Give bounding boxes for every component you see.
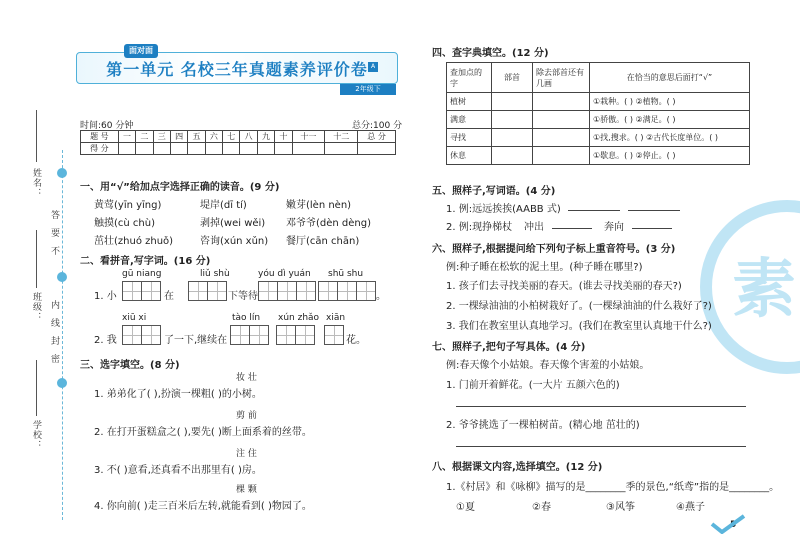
score-head: 十二	[325, 131, 358, 143]
writing-cells[interactable]	[258, 281, 316, 301]
char-pair: 妆 壮	[236, 373, 257, 383]
answer-line[interactable]	[456, 446, 746, 447]
dict-input[interactable]	[533, 111, 590, 129]
class-field[interactable]	[36, 230, 37, 288]
cut-line	[62, 150, 63, 520]
q1-item[interactable]: 餐厅(cān chān)	[286, 236, 360, 247]
score-cell[interactable]	[240, 143, 257, 155]
q5-line: 1. 例:远远挨挨(AABB 式)	[446, 204, 561, 215]
score-head: 三	[153, 131, 170, 143]
score-cell[interactable]	[205, 143, 222, 155]
answer-blank[interactable]	[552, 228, 592, 229]
q1-item[interactable]: 堤岸(dī tí)	[200, 200, 247, 211]
q8-option[interactable]: ①夏	[456, 502, 475, 513]
pinyin: liǔ shù	[200, 269, 230, 279]
table-row	[447, 63, 750, 93]
dict-meaning[interactable]: ①歇息。( ) ②停止。( )	[590, 147, 750, 165]
pinyin: yóu dì yuán	[258, 269, 311, 279]
dict-meaning[interactable]: ①找,搜求。( ) ②古代长度单位。( )	[590, 129, 750, 147]
char-pair: 注 住	[236, 449, 257, 459]
q8-option[interactable]: ④燕子	[676, 502, 705, 513]
punch-hole	[57, 168, 67, 178]
answer-blank[interactable]	[628, 210, 680, 211]
level-badge: A	[368, 62, 378, 72]
score-head: 十一	[292, 131, 325, 143]
name-label: 姓名：	[31, 168, 41, 198]
dict-input[interactable]	[533, 129, 590, 147]
char-pair: 剪 前	[236, 411, 257, 421]
pinyin: xiān	[326, 313, 346, 323]
q7-item: 1. 门前开着鲜花。(一大片 五颜六色的)	[446, 380, 620, 391]
q7-example: 例:春天像个小姑娘。春天像个害羞的小姑娘。	[446, 360, 650, 371]
page-title: 第一单元 名校三年真题素养评价卷	[106, 60, 368, 79]
dict-meaning[interactable]: ①栽种。( ) ②植物。( )	[590, 93, 750, 111]
dict-head: 部首	[492, 63, 533, 93]
punch-hole	[57, 378, 67, 388]
stamp-glyph: 素	[732, 253, 796, 327]
brand-logo: 面对面	[124, 44, 158, 58]
q4-title: 四、查字典填空。(12 分)	[432, 48, 549, 59]
table-row	[447, 111, 750, 129]
score-head: 总 分	[358, 131, 396, 143]
dict-meaning[interactable]: ①骄傲。( ) ②满足。( )	[590, 111, 750, 129]
seal-word: 内	[49, 300, 59, 310]
answer-blank[interactable]	[568, 210, 620, 211]
watermark-stamp	[700, 200, 800, 374]
pinyin: xún zhǎo	[278, 313, 320, 323]
q2-title: 二、看拼音,写字词。(16 分)	[80, 256, 211, 267]
q1-item[interactable]: 茁壮(zhuó zhuǒ)	[94, 236, 174, 247]
punch-hole	[57, 272, 67, 282]
score-cell[interactable]	[292, 143, 325, 155]
dict-input[interactable]	[492, 129, 533, 147]
score-cell[interactable]	[136, 143, 153, 155]
school-label: 学校：	[31, 420, 41, 450]
q6-title: 六、照样子,根据提问给下列句子标上重音符号。(3 分)	[432, 244, 676, 255]
dict-head: 除去部首还有几画	[533, 63, 590, 93]
class-label: 班级：	[31, 292, 41, 322]
table-row	[81, 143, 396, 155]
q6-example: 例:种子睡在松软的泥土里。(种子睡在哪里?)	[446, 262, 643, 273]
q2-text: 花。	[346, 335, 366, 346]
q6-item[interactable]: 1. 孩子们去寻找美丽的春天。(谁去寻找美丽的春天?)	[446, 281, 682, 292]
dict-word: 植树	[447, 93, 492, 111]
score-head: 题 号	[81, 131, 119, 143]
writing-cells[interactable]	[324, 325, 344, 345]
score-head: 四	[170, 131, 187, 143]
q2-text: 了一下,继续在	[164, 335, 228, 346]
q7-title: 七、照样子,把句子写具体。(4 分)	[432, 342, 586, 353]
char-pair: 棵 颗	[236, 485, 257, 495]
writing-cells[interactable]	[122, 281, 161, 301]
q1-title: 一、用“√”给加点字选择正确的读音。(9 分)	[80, 182, 280, 193]
q8-option[interactable]: ②春	[532, 502, 551, 513]
seal-word: 密	[49, 354, 59, 364]
dict-head: 在恰当的意思后面打“√”	[590, 63, 750, 93]
score-cell[interactable]	[223, 143, 240, 155]
page-number: 5	[730, 520, 737, 530]
dict-input[interactable]	[533, 147, 590, 165]
score-cell[interactable]	[118, 143, 135, 155]
q1-item[interactable]: 黄莺(yīn yīng)	[94, 200, 162, 211]
writing-cells[interactable]	[318, 281, 376, 301]
seal-word: 封	[49, 336, 59, 346]
binding-strip	[0, 0, 72, 556]
writing-cells[interactable]	[122, 325, 161, 345]
dict-head: 查加点的字	[447, 63, 492, 93]
score-head: 九	[257, 131, 274, 143]
q2-text: 在	[164, 291, 174, 302]
score-cell[interactable]	[358, 143, 396, 155]
checkmark-icon	[708, 514, 748, 534]
q5-word: 奔向	[604, 222, 624, 233]
score-table	[80, 130, 396, 155]
seal-word: 线	[49, 318, 59, 328]
pinyin: tào lín	[232, 313, 261, 323]
score-cell[interactable]	[188, 143, 205, 155]
seal-word: 要	[49, 228, 59, 238]
table-row	[447, 147, 750, 165]
q2-text: 1. 小	[94, 291, 117, 302]
dict-input[interactable]	[492, 147, 533, 165]
q6-item[interactable]: 2. 一棵绿油油的小柏树栽好了。(一棵绿油油的什么栽好了?)	[446, 301, 712, 312]
q2-text: 。	[376, 291, 386, 302]
pinyin: gū niang	[122, 269, 162, 279]
score-cell[interactable]	[325, 143, 358, 155]
q3-item[interactable]: 4. 你向前( )走三百米后左转,就能看到( )物园了。	[94, 501, 312, 512]
dict-input[interactable]	[492, 111, 533, 129]
name-field[interactable]	[36, 110, 37, 162]
q5-line: 2. 例:现挣梯杖	[446, 222, 513, 233]
score-cell[interactable]	[170, 143, 187, 155]
q1-item[interactable]: 剥掉(wei wěi)	[200, 218, 266, 229]
exam-time: 时间:60 分钟	[80, 121, 134, 131]
dict-word: 寻找	[447, 129, 492, 147]
answer-blank[interactable]	[632, 228, 672, 229]
q8-item[interactable]: 1.《村居》和《咏柳》描写的是________季的景色,“纸鸢”指的是________。	[446, 482, 780, 493]
q6-item[interactable]: 3. 我们在教室里认真地学习。(我们在教室里认真地干什么?)	[446, 321, 712, 332]
table-row	[447, 93, 750, 111]
school-field[interactable]	[36, 360, 37, 416]
score-cell[interactable]	[153, 143, 170, 155]
score-head: 八	[240, 131, 257, 143]
score-head: 六	[205, 131, 222, 143]
seal-word: 答	[49, 210, 59, 220]
score-cell[interactable]	[257, 143, 274, 155]
grade-tag: 2年级下	[340, 84, 396, 95]
q1-item[interactable]: 嫩芽(lèn nèn)	[286, 200, 352, 211]
writing-cells[interactable]	[188, 281, 227, 301]
table-row	[81, 131, 396, 143]
q1-item[interactable]: 咨询(xún xǔn)	[200, 236, 269, 247]
q1-item[interactable]: 触摸(cù chù)	[94, 218, 155, 229]
score-head: 十	[275, 131, 292, 143]
score-head: 一	[118, 131, 135, 143]
q3-title: 三、选字填空。(8 分)	[80, 360, 180, 371]
answer-line[interactable]	[456, 406, 746, 407]
writing-cells[interactable]	[230, 325, 269, 345]
dict-word: 满意	[447, 111, 492, 129]
seal-word: 不	[49, 246, 59, 256]
q2-text: 下等待	[228, 291, 258, 302]
q1-item[interactable]: 邓爷爷(dèn dèng)	[286, 218, 372, 229]
score-head: 二	[136, 131, 153, 143]
dictionary-table	[446, 62, 750, 165]
score-head: 七	[223, 131, 240, 143]
q3-item[interactable]: 3. 不( )意看,还真看不出那里有( )房。	[94, 465, 262, 476]
dict-word: 休息	[447, 147, 492, 165]
q3-item[interactable]: 2. 在打开蛋糕盒之( ),要先( )断上面系着的丝带。	[94, 427, 312, 438]
q3-item[interactable]: 1. 弟弟化了( ),扮演一棵粗( )的小树。	[94, 389, 262, 400]
pinyin: xiū xi	[122, 313, 147, 323]
score-label: 得 分	[81, 143, 119, 155]
dict-input[interactable]	[492, 93, 533, 111]
q8-title: 八、根据课文内容,选择填空。(12 分)	[432, 462, 603, 473]
exam-total: 总分:100 分	[352, 121, 403, 131]
q2-text: 2. 我	[94, 335, 117, 346]
table-row	[447, 129, 750, 147]
pinyin: shū shu	[328, 269, 364, 279]
q7-item: 2. 爷爷挑选了一棵柏树苗。(精心地 茁壮的)	[446, 420, 640, 431]
writing-cells[interactable]	[276, 325, 315, 345]
score-head: 五	[188, 131, 205, 143]
score-cell[interactable]	[275, 143, 292, 155]
dict-input[interactable]	[533, 93, 590, 111]
q8-option[interactable]: ③风筝	[606, 502, 635, 513]
q5-word: 冲出	[524, 222, 544, 233]
q5-title: 五、照样子,写词语。(4 分)	[432, 186, 556, 197]
